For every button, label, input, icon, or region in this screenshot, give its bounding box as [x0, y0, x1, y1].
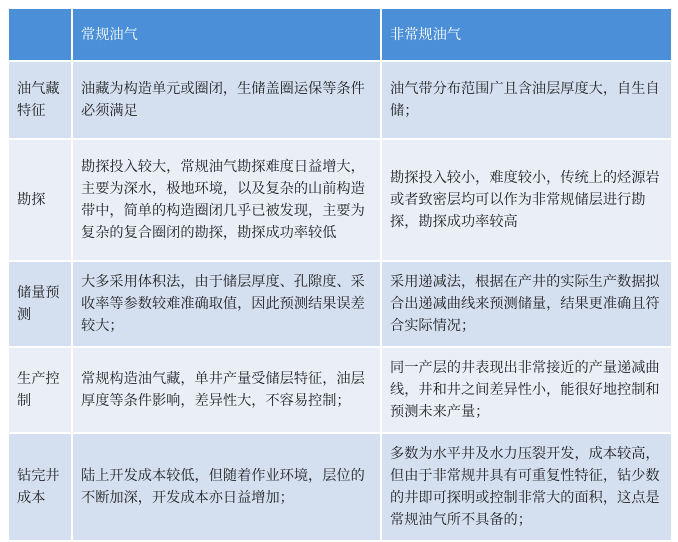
- row-label-reservoir: 油气藏特征: [8, 61, 72, 139]
- row-label-reserves: 储量预测: [8, 261, 72, 347]
- table-row: [8, 261, 672, 347]
- row-label-exploration: 勘探: [8, 139, 72, 261]
- table-row: [8, 347, 672, 433]
- cell-conventional: 大多采用体积法，由于储层厚度、孔隙度、采收率等参数较难准确取值，因此预测结果误差较大；: [72, 261, 381, 347]
- row-label-production: 生产控制: [8, 347, 72, 433]
- table-row: [8, 61, 672, 139]
- table-body: [8, 61, 672, 541]
- table-row: [8, 433, 672, 541]
- header-cell-corner: [8, 8, 72, 61]
- header-cell-conventional: 常规油气: [72, 8, 381, 61]
- table-header: [8, 8, 672, 61]
- table-row: [8, 139, 672, 261]
- header-row: [8, 8, 672, 61]
- cell-unconventional: 油气带分布范围广且含油层厚度大，自生自储；: [381, 61, 672, 139]
- comparison-table: [7, 7, 673, 542]
- cell-unconventional: 多数为水平井及水力压裂开发，成本较高，但由于非常规井具有可重复性特征，钻少数的井即可探明或控制非常大的面积，这点是常规油气所不具备的；: [381, 433, 672, 541]
- cell-conventional: 陆上开发成本较低，但随着作业环境，层位的不断加深，开发成本亦日益增加；: [72, 433, 381, 541]
- cell-unconventional: 同一产层的井表现出非常接近的产量递减曲线，井和井之间差异性小，能很好地控制和预测未来产量；: [381, 347, 672, 433]
- cell-conventional: 勘探投入较大，常规油气勘探难度日益增大，主要为深水，极地环境，以及复杂的山前构造带中，简单的构造圈闭几乎已被发现，主要为复杂的复合圈闭的勘探，勘探成功率较低: [72, 139, 381, 261]
- cell-conventional: 常规构造油气藏，单井产量受储层特征，油层厚度等条件影响，差异性大，不容易控制；: [72, 347, 381, 433]
- header-cell-unconventional: 非常规油气: [381, 8, 672, 61]
- cell-unconventional: 采用递减法，根据在产井的实际生产数据拟合出递减曲线来预测储量，结果更准确且符合实际情况；: [381, 261, 672, 347]
- cell-unconventional: 勘探投入较小，难度较小，传统上的烃源岩或者致密层均可以作为非常规储层进行勘探，勘探成功率较高: [381, 139, 672, 261]
- cell-conventional: 油藏为构造单元或圈闭，生储盖圈运保等条件必须满足: [72, 61, 381, 139]
- row-label-drilling-cost: 钻完井成本: [8, 433, 72, 541]
